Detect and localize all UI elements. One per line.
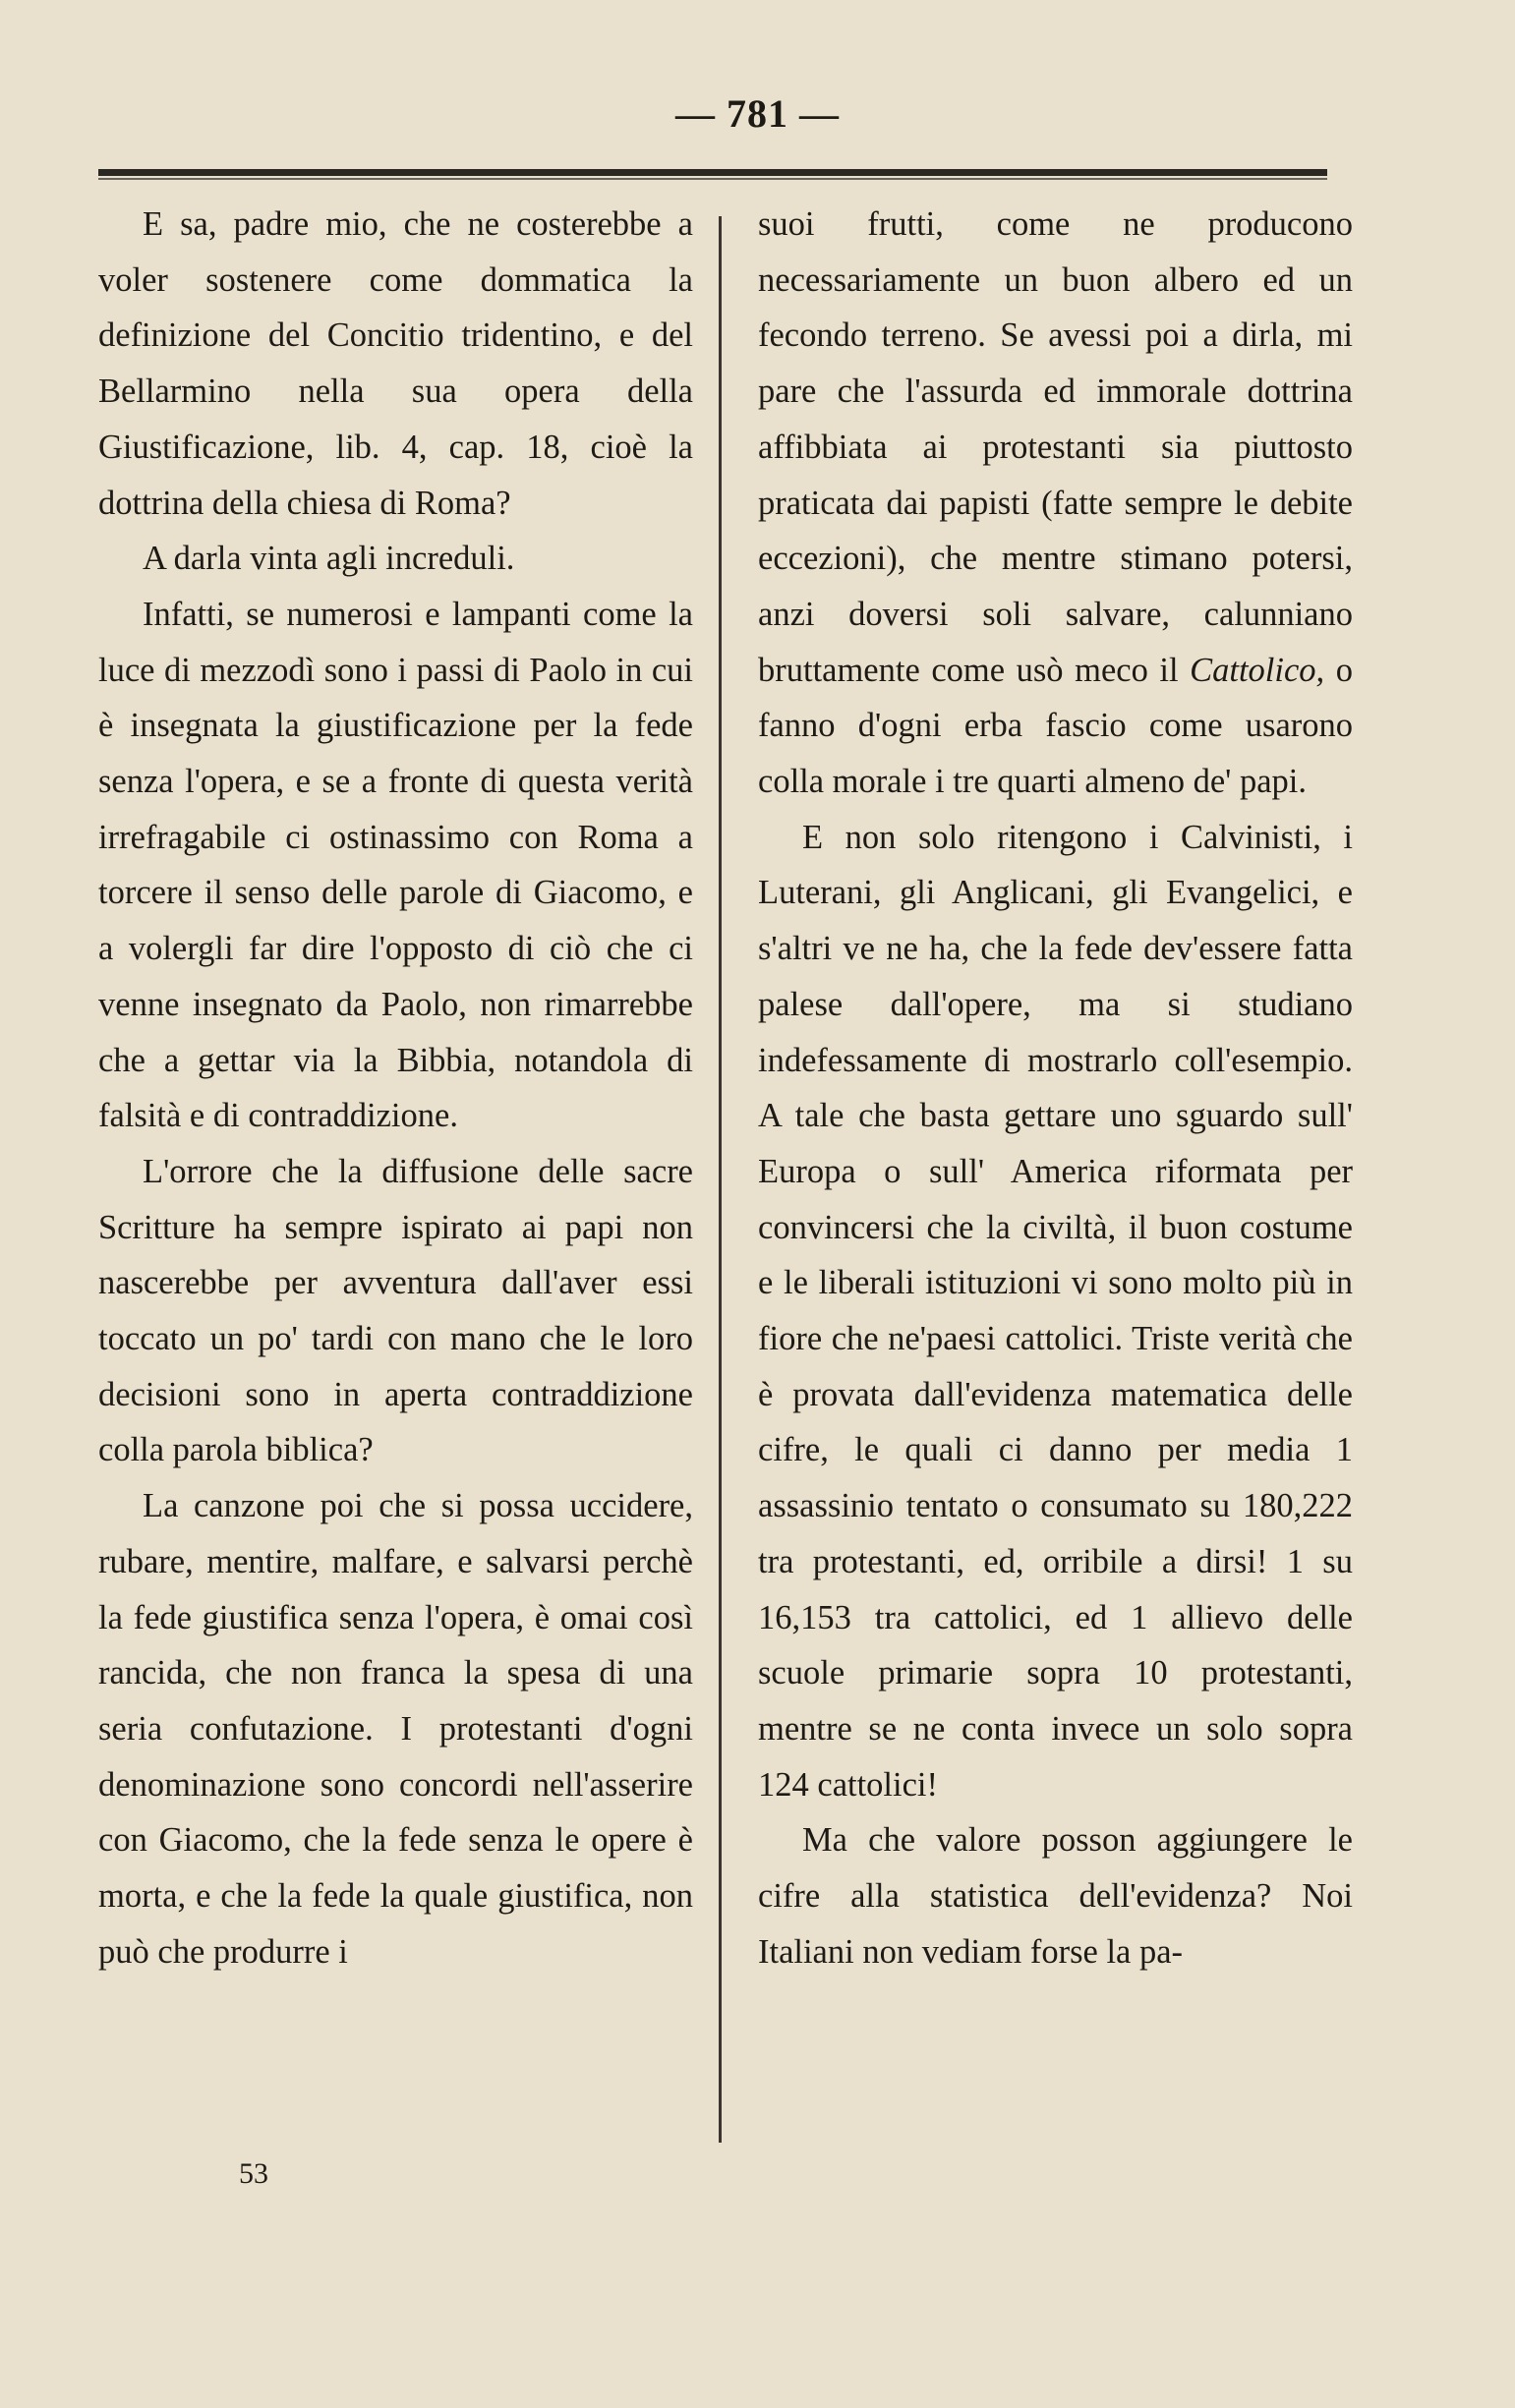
paragraph: E sa, padre mio, che ne costerebbe a voler sostenere come dommatica la definizione del Concitio tridentino, e del Bellarmino nella sua opera della Giustificazione, lib. 4, cap. 18, cioè la dottrina della chiesa di Roma? [98,205,693,522]
text-run: o fanno d'ogni erba fascio come usarono colla morale i tre quarti almeno de' papi. [758,651,1353,801]
paragraph: La canzone poi che si possa uccidere, rubare, mentire, malfare, e salvarsi perchè la fede giustifica senza l'opera, è omai così rancida, che non franca la spesa di una seria confutazione. I protestanti d'ogni denominazione sono concordi nell'asserire con Giacomo, che la fede senza le opere è morta, e che la fede la quale giustifica, non può che produrre i [98,1487,693,1971]
column-divider [719,216,722,2143]
italic-text: Cattolico, [1190,651,1325,689]
header-rule [98,169,1327,176]
paragraph: A darla vinta agli increduli. [143,540,515,578]
paragraph: Infatti, se numerosi e lampanti come la luce di mezzodì sono i passi di Paolo in cui è insegnata la giustificazione per la fede senza l'opera, e se a fronte di questa verità irrefragabile ci ostinassimo con Roma a torcere il senso delle parole di Giacomo, e a volergli far dire l'opposto di ciò che ci venne insegnato da Paolo, non rimarrebbe che a gettar via la Bibbia, notandola di falsità e di contraddizione. [98,595,693,1135]
text-run: suoi frutti, come ne producono necessariamente un buon albero ed un fecondo terreno. Se avessi poi a dirla, mi pare che l'assurda ed immorale dottrina affibbiata ai protestanti sia piuttosto praticata dai papisti (fatte sempre le debite eccezioni), che mentre stimano potersi, anzi doversi soli salvare, calunniano bruttamente come usò meco il [758,205,1353,689]
header-rule-thin [98,178,1327,180]
paragraph: Ma che valore posson aggiungere le cifre alla statistica dell'evidenza? Noi Italiani non vediam forse la pa- [758,1821,1353,1971]
signature-mark: 53 [239,2157,268,2190]
paragraph: E non solo ritengono i Calvinisti, i Luterani, gli Anglicani, gli Evangelici, e s'altri ve ne ha, che la fede dev'essere fatta palese dall'opere, ma si studiano indefessamente di mostrarlo coll'esempio. A tale che basta gettare uno sguardo sull' Europa o sull' America riformata per convincersi che la civiltà, il buon costume e le liberali istituzioni vi sono molto più in fiore che ne'paesi cattolici. Triste verità che è provata dall'evidenza matematica delle cifre, le quali ci danno per media 1 assassinio tentato o consumato su 180,222 tra protestanti, ed, orribile a dirsi! 1 su 16,153 tra cattolici, ed 1 allievo delle scuole primarie sopra 10 protestanti, mentre se ne conta invece un solo sopra 124 cattolici! [758,818,1353,1804]
right-column [758,197,1353,1980]
paragraph [758,197,1353,810]
left-column [98,197,693,1980]
page-number: — 781 — [675,91,840,136]
paragraph: L'orrore che la diffusione delle sacre Scritture ha sempre ispirato ai papi non nascerebbe per avventura dall'aver essi toccato un po' tardi con mano che le loro decisioni sono in aperta contraddizione colla parola biblica? [98,1152,693,1469]
